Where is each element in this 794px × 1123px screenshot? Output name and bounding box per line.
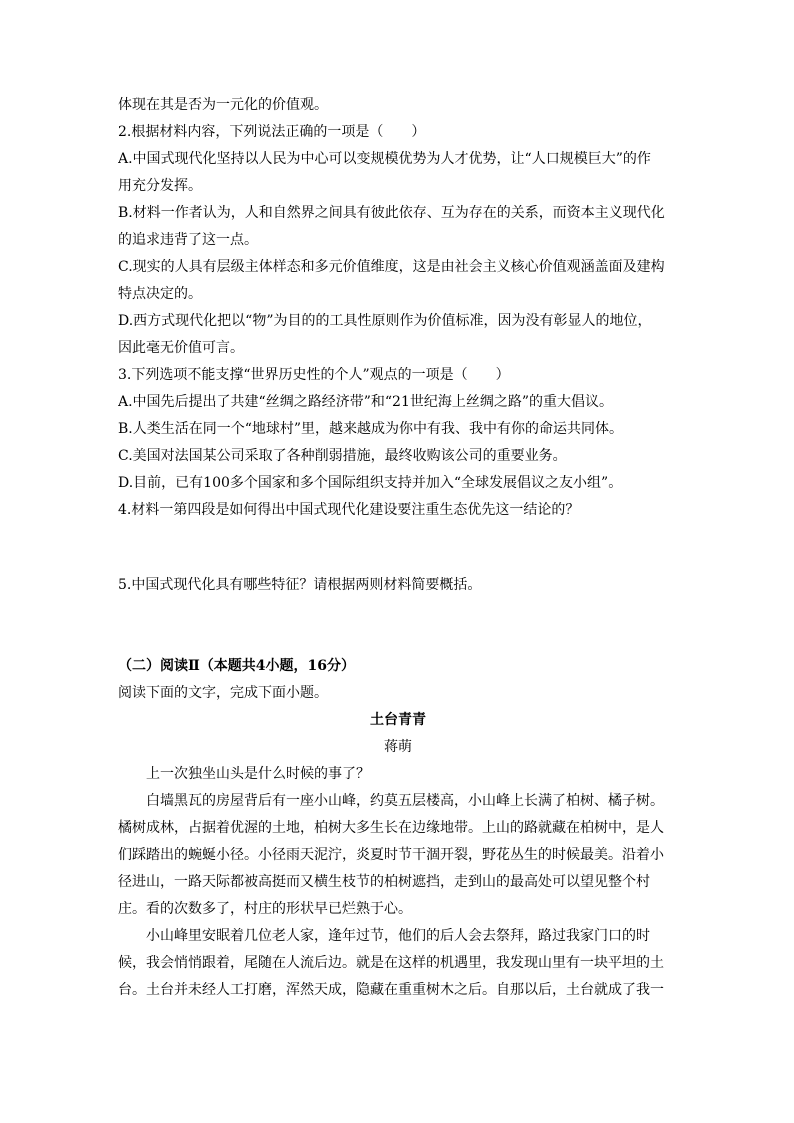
option-b: B.材料一作者认为，人和自然界之间具有彼此依存、互为存在的关系，而资本主义现代化 (118, 205, 665, 221)
paragraph-line: 径进山，一路天际都被高挺而又横生枝节的柏树遮挡，走到山的最高处可以望见整个村 (118, 874, 650, 890)
article-title: 土台青青 (370, 712, 426, 728)
question-5: 5.中国式现代化具有哪些特征？请根据两则材料简要概括。 (118, 577, 482, 593)
paragraph-line: 台。土台并未经人工打磨，浑然天成，隐藏在重重树木之后。自那以后，土台就成了我一 (118, 982, 664, 998)
question-3: 3.下列选项不能支撑“世界历史性的个人”观点的一项是（ ） (118, 367, 510, 383)
section-heading: （二）阅读Ⅱ（本题共4小题，16分） (118, 658, 356, 674)
text-line: 的追求违背了这一点。 (118, 232, 258, 248)
option-a: A.中国式现代化坚持以人民为中心可以变规模优势为人才优势，让“人口规模巨大”的作 (118, 151, 651, 167)
option-c: C.美国对法国某公司采取了各种削弱措施，最终收购该公司的重要业务。 (118, 448, 567, 464)
paragraph-line: 候，我会悄悄跟着，尾随在人流后边。就是在这样的机遇里，我发现山里有一块平坦的土 (118, 955, 664, 971)
option-c: C.现实的人具有层级主体样态和多元价值维度，这是由社会主义核心价值观涵盖面及建构 (118, 259, 665, 275)
text-line: 因此毫无价值可言。 (118, 340, 244, 356)
paragraph-line: 白墙黑瓦的房屋背后有一座小山峰，约莫五层楼高，小山峰上长满了柏树、橘子树。 (146, 793, 664, 809)
option-a: A.中国先后提出了共建“丝绸之路经济带”和“21世纪海上丝绸之路”的重大倡议。 (118, 394, 614, 410)
question-4: 4.材料一第四段是如何得出中国式现代化建设要注重生态优先这一结论的？ (118, 502, 580, 518)
question-2: 2.根据材料内容，下列说法正确的一项是（ ） (118, 124, 426, 140)
paragraph-line: 上一次独坐山头是什么时候的事了？ (146, 766, 370, 782)
article-author: 蒋萌 (384, 739, 412, 755)
instruction: 阅读下面的文字，完成下面小题。 (118, 685, 328, 701)
text-line: 特点决定的。 (118, 286, 202, 302)
paragraph-line: 庄。看的次数多了，村庄的形状早已烂熟于心。 (118, 901, 412, 917)
text-line: 体现在其是否为一元化的价值观。 (118, 97, 328, 113)
option-b: B.人类生活在同一个“地球村”里，越来越成为你中有我、我中有你的命运共同体。 (118, 421, 624, 437)
paragraph-line: 橘树成林，占据着优渥的土地，柏树大多生长在边缘地带。上山的路就藏在柏树中，是人 (118, 820, 664, 836)
option-d: D.西方式现代化把以“物”为目的的工具性原则作为价值标准，因为没有彰显人的地位， (118, 313, 652, 329)
paragraph-line: 小山峰里安眠着几位老人家，逢年过节，他们的后人会去祭拜，路过我家门口的时 (146, 928, 650, 944)
option-d: D.目前，已有100多个国家和多个国际组织支持并加入“全球发展倡议之友小组”。 (118, 475, 623, 491)
paragraph-line: 们踩踏出的蜿蜒小径。小径雨天泥泞，炎夏时节干涸开裂，野花丛生的时候最美。沿着小 (118, 847, 664, 863)
text-line: 用充分发挥。 (118, 178, 202, 194)
